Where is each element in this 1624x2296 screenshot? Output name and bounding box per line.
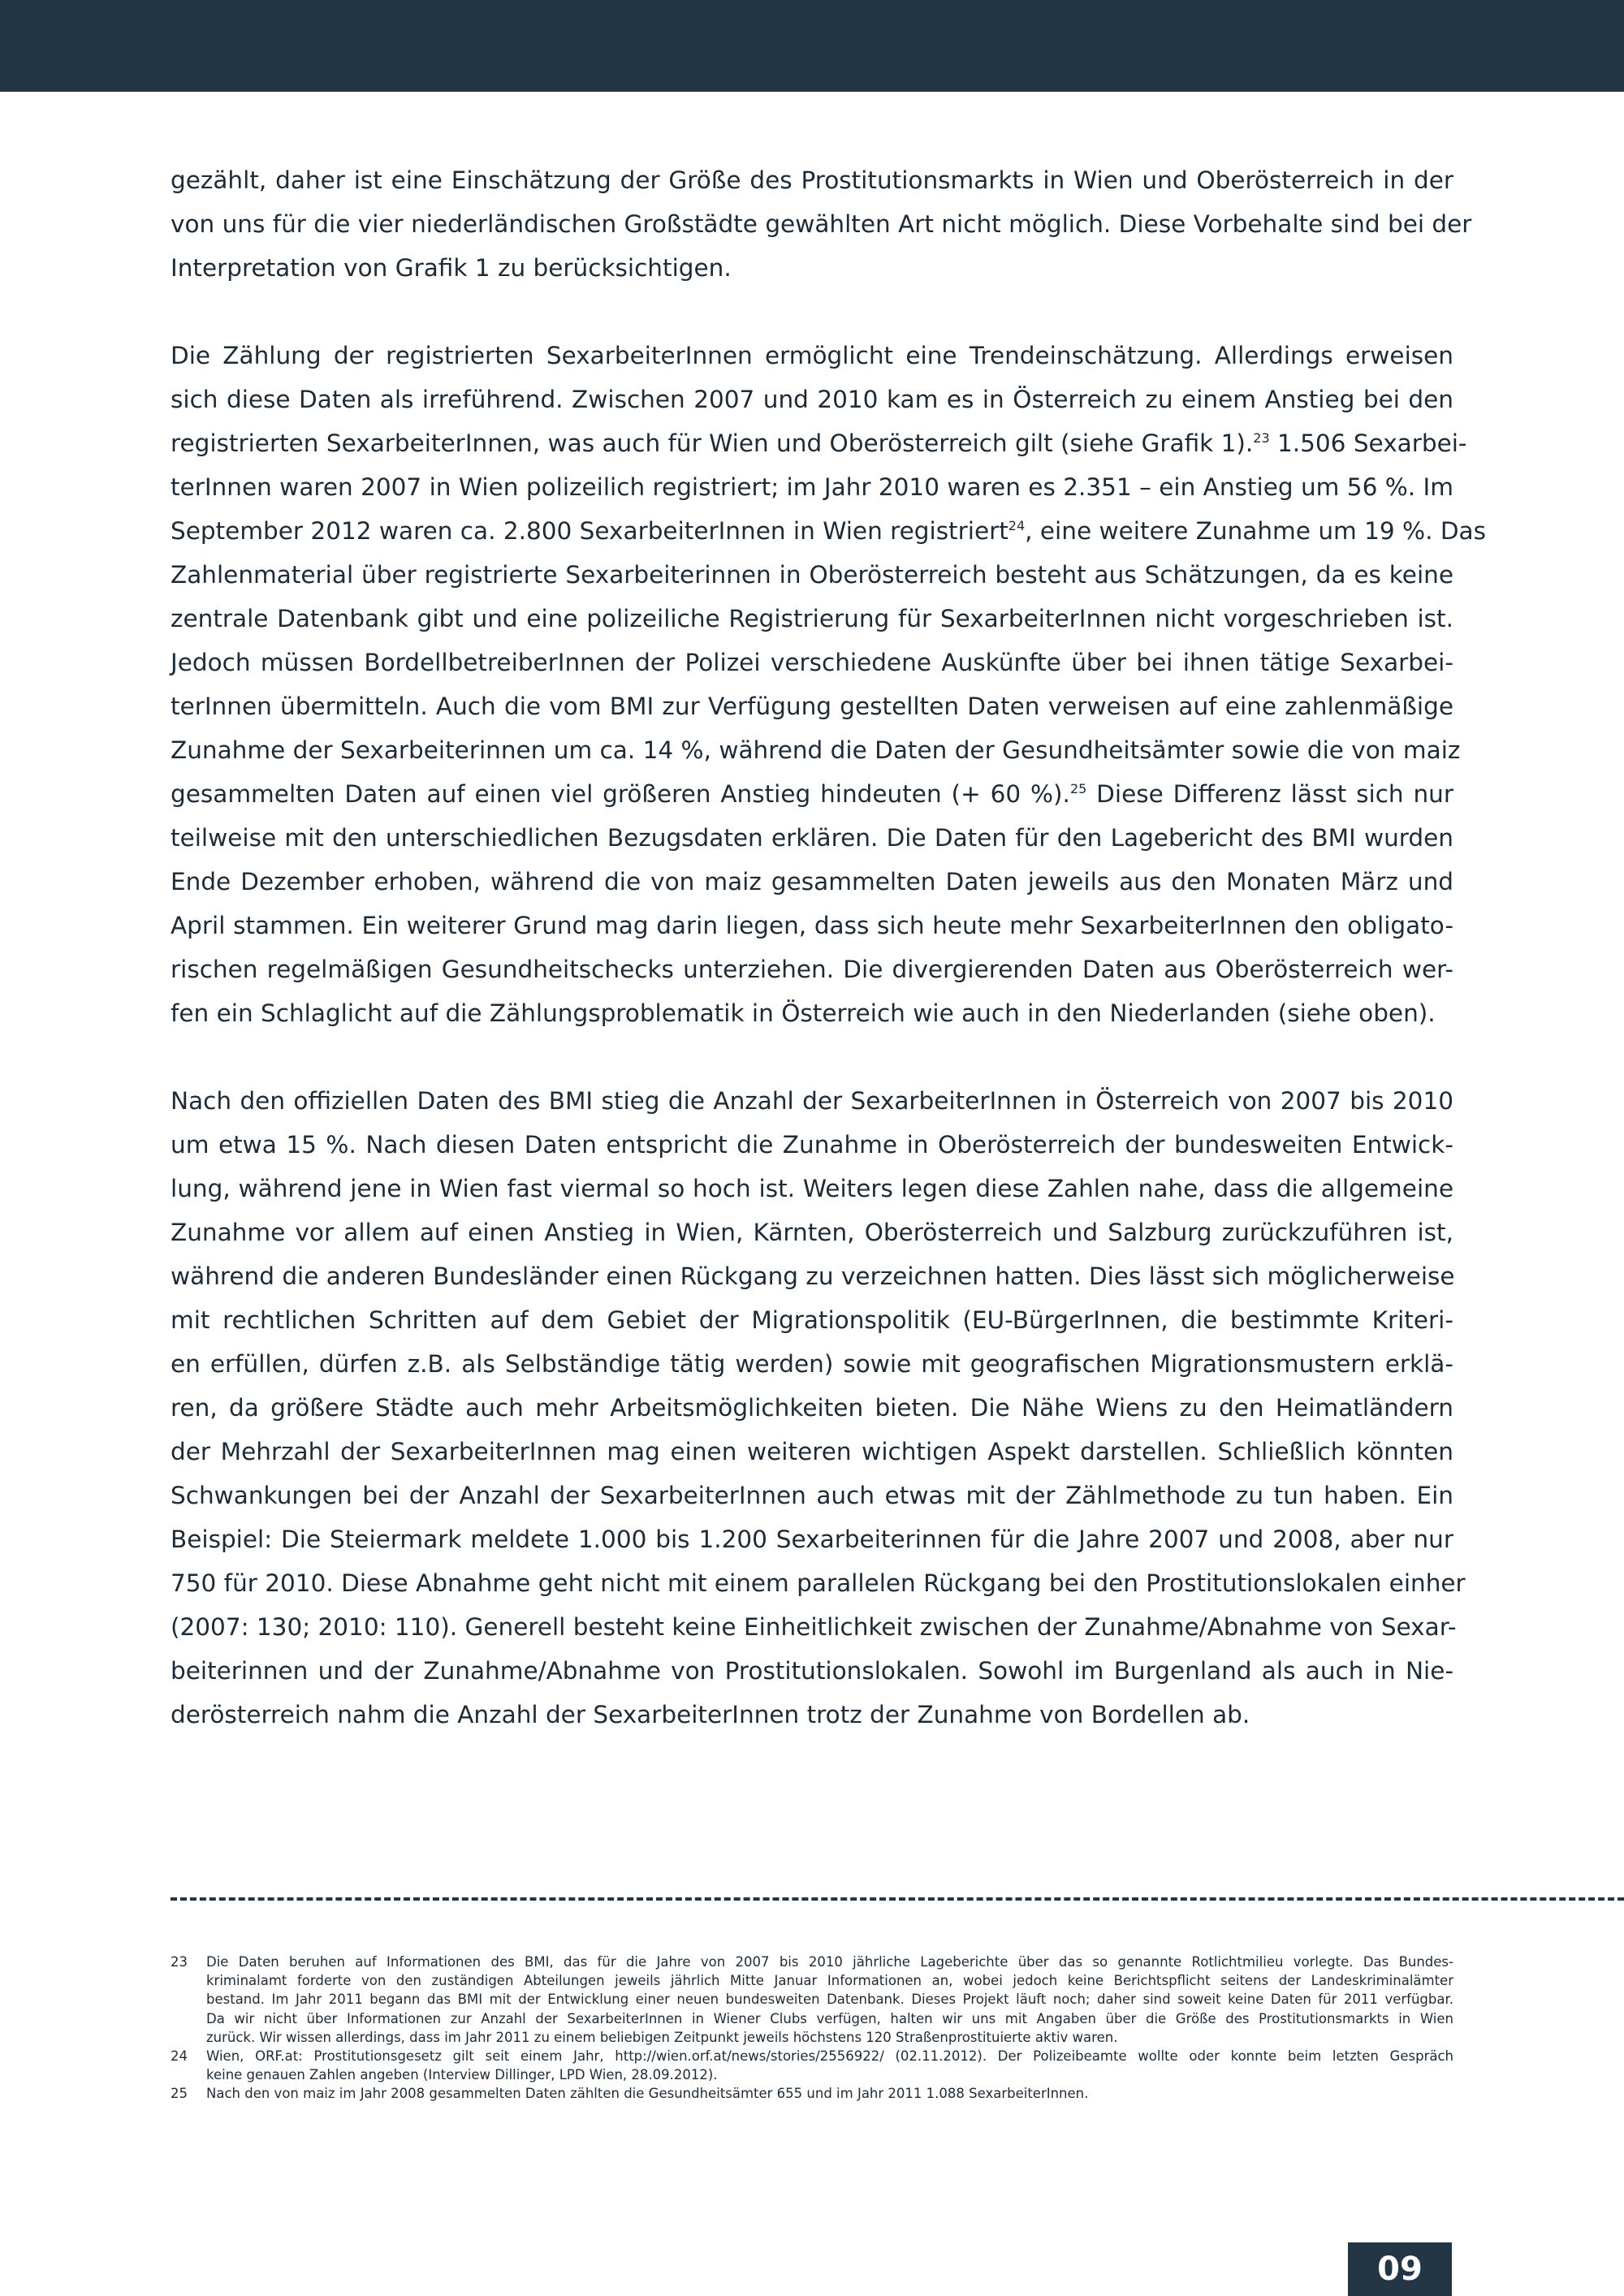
text-line (171, 246, 1453, 290)
line-text: bestand. Im Jahr 2011 begann das BMI mit der Entwicklung einer neuen bundesweiten Datenbank. Dieses Projekt läuft noch; daher sind soweit keine Daten für 2011 verfügbar. (206, 1992, 1453, 2008)
text-line (171, 991, 1453, 1035)
paragraph-gap (171, 290, 1453, 334)
text-line (206, 2084, 1453, 2103)
line-text: Nach den offiziellen Daten des BMI stieg die Anzahl der SexarbeiterInnen in Österreich von 2007 bis 2010 (171, 1087, 1453, 1115)
line-text: gezählt, daher ist eine Einschätzung der Größe des Prostitutionsmarkts in Wien und Oberösterreich in der (171, 166, 1453, 194)
text-line (171, 1474, 1453, 1517)
text-line (171, 1693, 1453, 1737)
text-line (171, 334, 1453, 378)
text-line (171, 1167, 1453, 1211)
text-line (171, 465, 1453, 509)
footnote-reference: 25 (1069, 781, 1087, 796)
footnote-reference: 24 (1008, 518, 1026, 533)
footnote (171, 1953, 1453, 2047)
line-text: während die anderen Bundesländer einen Rückgang zu verzeichnen hatten. Dies lässt sich möglicherweise (171, 1262, 1455, 1290)
line-text: en erfüllen, dürfen z.B. als Selbständige tätig werden) sowie mit geografischen Migrationsmustern erklä- (171, 1350, 1453, 1378)
text-line (171, 1123, 1453, 1167)
text-line (171, 378, 1453, 421)
text-line (206, 1953, 1453, 1971)
text-line (206, 2009, 1453, 2028)
footnote-number: 23 (171, 1954, 188, 1970)
text-line (171, 1649, 1453, 1693)
line-text: Jedoch müssen BordellbetreiberInnen der Polizei verschiedene Auskünfte über bei ihnen tätige Sexarbei- (171, 649, 1453, 676)
line-text: zurück. Wir wissen allerdings, dass im Jahr 2011 zu einem beliebigen Zeitpunkt jeweils höchstens 120 Straßenprostituierte aktiv waren. (206, 2029, 1118, 2045)
footnote-reference: 23 (1253, 430, 1270, 446)
line-text: kriminalamt forderte von den zuständigen Abteilungen jeweils jährlich Mitte Januar Informationen an, wobei jedoch keine Berichtspflicht seitens der Landeskriminalämter (206, 1973, 1453, 1989)
line-text: Ende Dezember erhoben, während die von maiz gesammelten Daten jeweils aus den Monaten März und (171, 868, 1453, 896)
text-line (171, 202, 1472, 246)
line-text: Nach den von maiz im Jahr 2008 gesammelten Daten zählten die Gesundheitsämter 655 und im Jahr 2011 1.088 SexarbeiterInnen. (206, 2086, 1089, 2102)
text-line (171, 1430, 1453, 1474)
text-line (171, 772, 1453, 816)
line-text: Beispiel: Die Steiermark meldete 1.000 bis 1.200 Sexarbeiterinnen für die Jahre 2007 und 2008, aber nur (171, 1526, 1453, 1553)
line-text: terInnen übermitteln. Auch die vom BMI zur Verfügung gestellten Daten verweisen auf eine zahlenmäßige (171, 693, 1453, 720)
body-text (171, 158, 1486, 1737)
text-line (171, 1517, 1453, 1561)
text-line (171, 509, 1486, 553)
text-line (171, 947, 1453, 991)
paragraph-gap (171, 1035, 1453, 1079)
line-text: von uns für die vier niederländischen Großstädte gewählten Art nicht möglich. Diese Vorbehalte sind bei der (171, 210, 1472, 238)
line-text: ren, da größere Städte auch mehr Arbeitsmöglichkeiten bieten. Die Nähe Wiens zu den Heimatländern (171, 1394, 1453, 1422)
text-line (171, 1386, 1453, 1430)
line-text: Interpretation von Grafik 1 zu berücksichtigen. (171, 254, 732, 282)
line-text: Zunahme vor allem auf einen Anstieg in Wien, Kärnten, Oberösterreich und Salzburg zurückzuführen ist, (171, 1219, 1453, 1246)
text-line (206, 2047, 1453, 2065)
line-text: mit rechtlichen Schritten auf dem Gebiet der Migrationspolitik (EU-BürgerInnen, die bestimmte Kriteri- (171, 1306, 1453, 1334)
header-bar (0, 0, 1624, 92)
footnote-number: 25 (171, 2086, 188, 2102)
line-text: rischen regelmäßigen Gesundheitschecks unterziehen. Die divergierenden Daten aus Oberösterreich wer- (171, 956, 1453, 983)
line-text: 750 für 2010. Diese Abnahme geht nicht mit einem parallelen Rückgang bei den Prostitutionslokalen einher (171, 1569, 1466, 1597)
line-text: um etwa 15 %. Nach diesen Daten entspricht die Zunahme in Oberösterreich der bundesweiten Entwick- (171, 1131, 1453, 1159)
line-text: registrierten SexarbeiterInnen, was auch für Wien und Oberösterreich gilt (siehe Grafik 1). (171, 429, 1254, 457)
text-line (171, 1298, 1453, 1342)
footnotes (171, 1953, 1453, 2104)
line-text: teilweise mit den unterschiedlichen Bezugsdaten erklären. Die Daten für den Lagebericht des BMI wurden (171, 824, 1453, 852)
text-line (171, 421, 1467, 465)
text-line (171, 684, 1453, 728)
text-line (171, 816, 1453, 860)
line-text: sich diese Daten als irreführend. Zwischen 2007 und 2010 kam es in Österreich zu einem Anstieg bei den (171, 386, 1453, 413)
line-text: beiterinnen und der Zunahme/Abnahme von Prostitutionslokalen. Sowohl im Burgenland als auch in Nie- (171, 1657, 1453, 1685)
page-number: 09 (1377, 2251, 1423, 2288)
line-text: 1.506 Sexarbei- (1269, 429, 1467, 457)
text-line (171, 728, 1461, 772)
line-text: Da wir nicht über Informationen zur Anzahl der SexarbeiterInnen in Wiener Clubs verfügen, halten wir uns mit Angaben über die Größe des Prostitutionsmarkts in Wien (206, 2010, 1453, 2026)
text-line (171, 158, 1453, 202)
text-line (171, 1254, 1453, 1298)
line-text: Zahlenmaterial über registrierte Sexarbeiterinnen in Oberösterreich besteht aus Schätzungen, da es keine (171, 561, 1453, 589)
line-text: April stammen. Ein weiterer Grund mag darin liegen, dass sich heute mehr SexarbeiterInnen den obligato- (171, 912, 1453, 939)
line-text: fen ein Schlaglicht auf die Zählungsproblematik in Österreich wie auch in den Niederlanden (siehe oben). (171, 999, 1436, 1027)
footnote-number: 24 (171, 2048, 188, 2065)
text-line (171, 1605, 1457, 1649)
footnote (171, 2084, 1453, 2103)
text-line (171, 1342, 1453, 1386)
text-line (171, 904, 1453, 947)
paragraph (171, 1079, 1466, 1737)
footnote (171, 2047, 1453, 2084)
line-text: Die Zählung der registrierten SexarbeiterInnen ermöglicht eine Trendeinschätzung. Allerdings erweisen (171, 342, 1453, 369)
line-text: Die Daten beruhen auf Informationen des BMI, das für die Jahre von 2007 bis 2010 jährliche Lageberichte über das so genannte Rotlichtmilieu vorlegte. Das Bundes- (206, 1954, 1453, 1970)
text-line (171, 597, 1453, 641)
text-line (206, 1971, 1453, 1990)
line-text: zentrale Datenbank gibt und eine polizeiliche Registrierung für SexarbeiterInnen nicht vorgeschrieben ist. (171, 605, 1453, 632)
text-line (206, 2065, 1453, 2084)
line-text: terInnen waren 2007 in Wien polizeilich registriert; im Jahr 2010 waren es 2.351 – ein Anstieg um 56 %. Im (171, 473, 1453, 501)
paragraph (171, 334, 1486, 1035)
line-text: Schwankungen bei der Anzahl der SexarbeiterInnen auch etwas mit der Zählmethode zu tun haben. Ein (171, 1482, 1453, 1509)
text-line (171, 641, 1453, 684)
line-text: Diese Differenz lässt sich nur (1086, 780, 1453, 808)
text-line (171, 1079, 1453, 1123)
line-text: gesammelten Daten auf einen viel größeren Anstieg hindeuten (+ 60 %). (171, 780, 1070, 808)
line-text: keine genauen Zahlen angeben (Interview Dillinger, LPD Wien, 28.09.2012). (206, 2067, 718, 2083)
line-text: der Mehrzahl der SexarbeiterInnen mag einen weiteren wichtigen Aspekt darstellen. Schließlich könnten (171, 1438, 1453, 1465)
text-line (171, 1211, 1453, 1254)
text-line (171, 1561, 1466, 1605)
line-text: Wien, ORF.at: Prostitutionsgesetz gilt seit einem Jahr, http://wien.orf.at/news/stories/2556922/ (02.11.2012). Der Polizeibeamte wollte oder konnte beim letzten Gespräch (206, 2048, 1453, 2065)
line-text: lung, während jene in Wien fast viermal so hoch ist. Weiters legen diese Zahlen nahe, dass die allgemeine (171, 1175, 1453, 1202)
paragraph (171, 158, 1472, 290)
line-text: (2007: 130; 2010: 110). Generell besteht keine Einheitlichkeit zwischen der Zunahme/Abnahme von Sexar- (171, 1613, 1457, 1641)
line-text: , eine weitere Zunahme um 19 %. Das (1025, 517, 1486, 545)
line-text: derösterreich nahm die Anzahl der SexarbeiterInnen trotz der Zunahme von Bordellen ab. (171, 1701, 1250, 1728)
line-text: Zunahme der Sexarbeiterinnen um ca. 14 %, während die Daten der Gesundheitsämter sowie die von maiz (171, 736, 1461, 764)
footnote-divider (171, 1897, 1624, 1901)
text-line (171, 553, 1453, 597)
line-text: September 2012 waren ca. 2.800 SexarbeiterInnen in Wien registriert (171, 517, 1009, 545)
text-line (171, 860, 1453, 904)
text-line (206, 2028, 1453, 2047)
page-number-badge (1348, 2242, 1452, 2296)
text-line (206, 1990, 1453, 2009)
